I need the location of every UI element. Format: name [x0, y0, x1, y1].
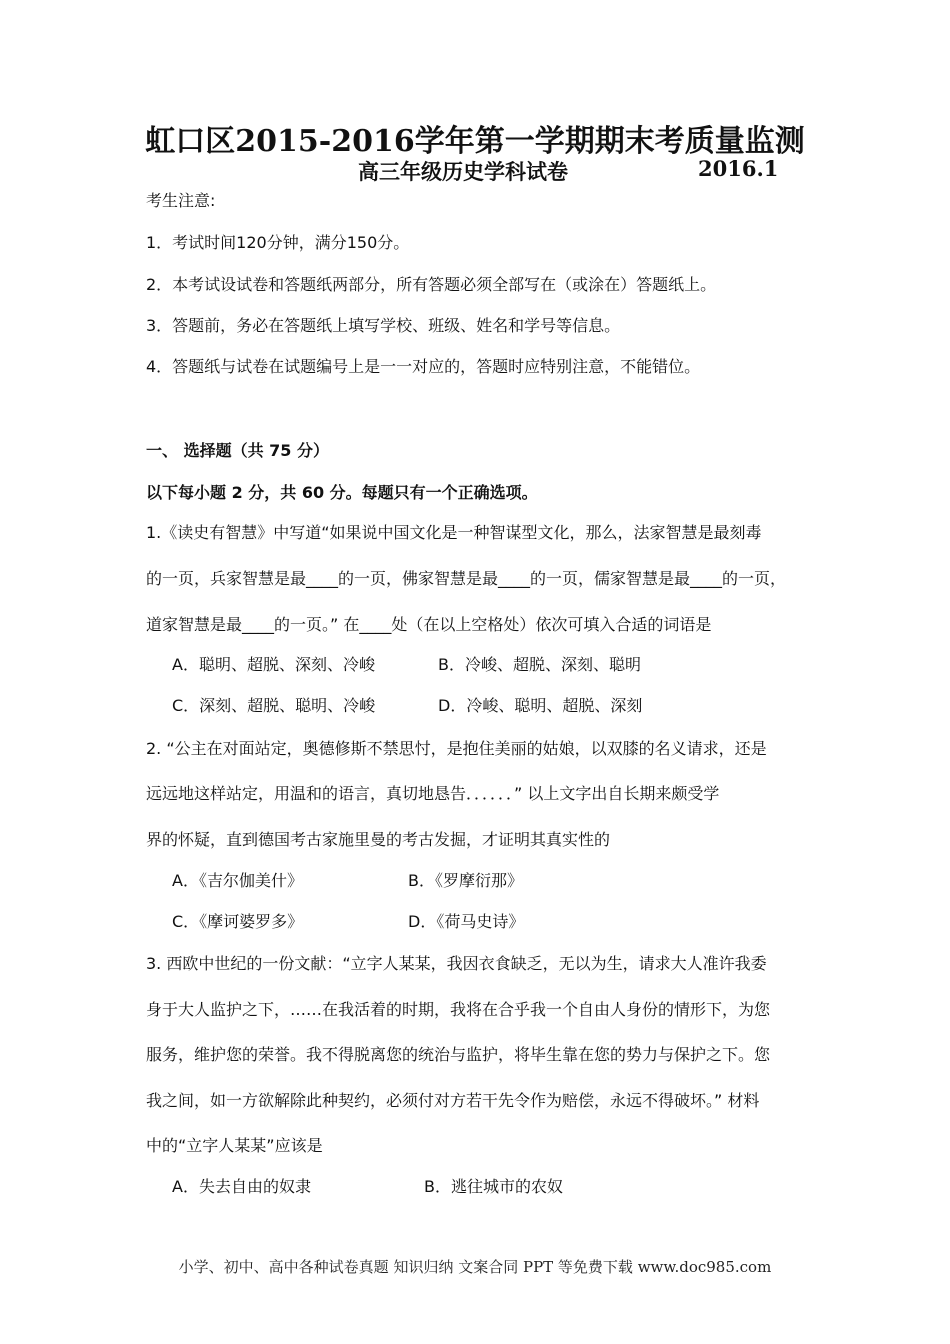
notice-item: 3．答题前，务必在答题纸上填写学校、班级、姓名和学号等信息。 — [146, 316, 621, 335]
notice-item: 2．本考试设试卷和答题纸两部分，所有答题必须全部写在（或涂在）答题纸上。 — [146, 275, 717, 294]
question-1-option-b: B．冷峻、超脱、深刻、聪明 — [438, 655, 641, 674]
question-2-option-b: B．《罗摩衍那》 — [408, 871, 523, 890]
notice-heading: 考生注意: — [146, 191, 216, 210]
question-3-option-a: A．失去自由的奴隶 — [172, 1177, 311, 1196]
question-1-option-d: D．冷峻、聪明、超脱、深刻 — [438, 696, 643, 715]
question-1-line: 1.《读史有智慧》中写道“如果说中国文化是一种智谋型文化，那么，法家智慧是最刻毒 — [146, 523, 762, 542]
question-1-option-a: A．聪明、超脱、深刻、冷峻 — [172, 655, 375, 674]
question-1-option-c: C．深刻、超脱、聪明、冷峻 — [172, 696, 376, 715]
question-3-line: 3. 西欧中世纪的一份文献：“立字人某某，我因衣食缺乏，无以为生，请求大人准许我委 — [146, 954, 767, 973]
question-3-line: 身于大人监护之下，……在我活着的时期，我将在合乎我一个自由人身份的情形下，为您 — [146, 1000, 771, 1019]
question-2-line: 远远地这样站定，用温和的语言，真切地恳告．．．．．．” 以上文字出自长期来颇受学 — [146, 784, 720, 803]
question-2-line: 2. “公主在对面站定，奥德修斯不禁思忖，是抱住美丽的姑娘，以双膝的名义请求，还是 — [146, 739, 767, 758]
section-instruction: 以下每小题 2 分，共 60 分。每题只有一个正确选项。 — [146, 483, 538, 502]
question-3-option-b: B．逃往城市的农奴 — [424, 1177, 563, 1196]
section-title: 一、 选择题（共 75 分） — [146, 441, 329, 460]
page-footer: 小学、初中、高中各种试卷真题 知识归纳 文案合同 PPT 等免费下载 www.doc985.com — [178, 1258, 772, 1276]
question-3-line: 服务，维护您的荣誉。我不得脱离您的统治与监护，将毕生靠在您的势力与保护之下。您 — [146, 1045, 771, 1064]
exam-date: 2016.1 — [698, 156, 779, 181]
question-2-option-d: D．《荷马史诗》 — [408, 912, 525, 931]
exam-subtitle: 高三年级历史学科试卷 — [358, 159, 568, 184]
notice-item: 4．答题纸与试卷在试题编号上是一一对应的，答题时应特别注意，不能错位。 — [146, 357, 701, 376]
question-2-option-c: C．《摩诃婆罗多》 — [172, 912, 304, 931]
question-1-line: 道家智慧是最____的一页。” 在____处（在以上空格处）依次可填入合适的词语是 — [146, 615, 712, 634]
question-3-line: 中的“立字人某某”应该是 — [146, 1136, 323, 1155]
question-1-line: 的一页，兵家智慧是最____的一页，佛家智慧是最____的一页，儒家智慧是最____的一页， — [146, 569, 787, 588]
question-2-option-a: A．《吉尔伽美什》 — [172, 871, 303, 890]
exam-title: 虹口区2015-2016学年第一学期期末考质量监测 — [145, 124, 805, 159]
notice-item: 1．考试时间120分钟，满分150分。 — [146, 233, 410, 252]
question-2-line: 界的怀疑，直到德国考古家施里曼的考古发掘，才证明其真实性的 — [146, 830, 611, 849]
question-3-line: 我之间，如一方欲解除此种契约，必须付对方若干先令作为赔偿，永远不得破坏。” 材料 — [146, 1091, 760, 1110]
